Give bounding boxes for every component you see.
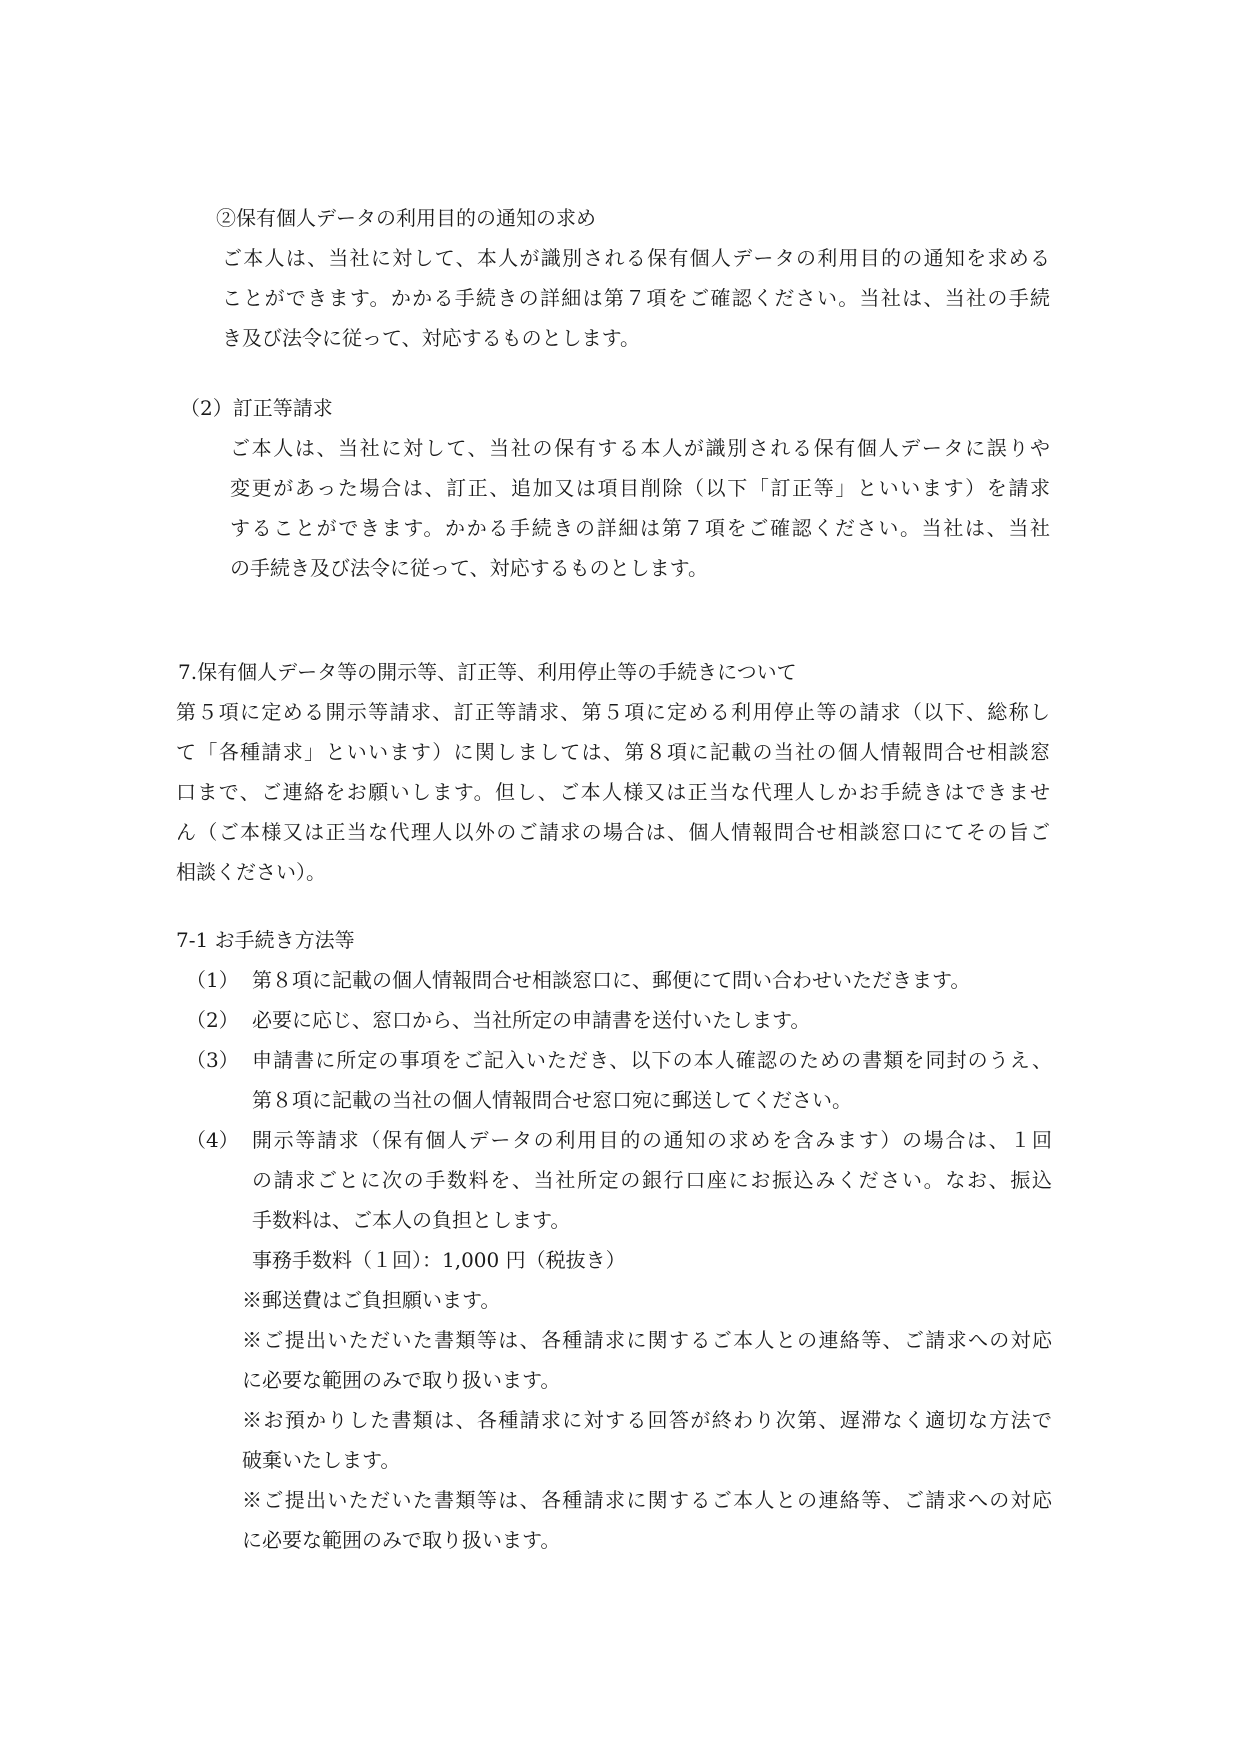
paragraph-line: ご本人は、当社に対して、当社の保有する本人が識別される保有個人データに誤りや: [230, 436, 1050, 460]
note-line: に必要な範囲のみで取り扱います。: [242, 1368, 561, 1392]
paragraph-line: の手続き及び法令に従って、対応するものとします。: [230, 556, 708, 580]
list-item-text: 第８項に記載の個人情報問合せ相談窓口に、郵便にて問い合わせいただきます。: [252, 968, 971, 992]
paragraph-line: 第５項に定める開示等請求、訂正等請求、第５項に定める利用停止等の請求（以下、総称し: [176, 700, 1050, 724]
paragraph-line: て「各種請求」といいます）に関しましては、第８項に記載の当社の個人情報問合せ相談窓: [176, 740, 1050, 764]
list-item-text: 必要に応じ、窓口から、当社所定の申請書を送付いたします。: [252, 1008, 811, 1032]
list-item-text: 開示等請求（保有個人データの利用目的の通知の求めを含みます）の場合は、１回: [252, 1128, 1052, 1152]
paragraph-line: ご本人は、当社に対して、本人が識別される保有個人データの利用目的の通知を求める: [222, 246, 1050, 270]
paragraph-line: 相談ください）。: [176, 860, 326, 884]
list-item-text: 第８項に記載の当社の個人情報問合せ窓口宛に郵送してください。: [252, 1088, 852, 1112]
subsection-heading-purpose-notification: ②保有個人データの利用目的の通知の求め: [216, 206, 596, 230]
note-line: ※郵送費はご負担願います。: [242, 1288, 501, 1312]
note-line: に必要な範囲のみで取り扱います。: [242, 1528, 561, 1552]
subsection-heading-correction-request: （2）訂正等請求: [180, 396, 333, 420]
list-item-number: （3）: [186, 1048, 239, 1072]
list-item-number: （2）: [186, 1008, 239, 1032]
list-item-text: の請求ごとに次の手数料を、当社所定の銀行口座にお振込みください。なお、振込: [252, 1168, 1052, 1192]
note-line: ※お預かりした書類は、各種請求に対する回答が終わり次第、遅滞なく適切な方法で: [242, 1408, 1052, 1432]
paragraph-line: することができます。かかる手続きの詳細は第７項をご確認ください。当社は、当社: [230, 516, 1050, 540]
paragraph-line: ことができます。かかる手続きの詳細は第７項をご確認ください。当社は、当社の手続: [222, 286, 1050, 310]
section-heading-7-1: 7-1 お手続き方法等: [176, 928, 355, 952]
section-heading-7: 7.保有個人データ等の開示等、訂正等、利用停止等の手続きについて: [178, 660, 797, 684]
note-line: ※ご提出いただいた書類等は、各種請求に関するご本人との連絡等、ご請求への対応: [242, 1488, 1052, 1512]
paragraph-line: ん（ご本様又は正当な代理人以外のご請求の場合は、個人情報問合せ相談窓口にてその旨ご: [176, 820, 1050, 844]
note-line: 破棄いたします。: [242, 1448, 401, 1472]
list-item-number: （1）: [186, 968, 239, 992]
list-item-text: 手数料は、ご本人の負担とします。: [252, 1208, 571, 1232]
fee-line: 事務手数料（１回）：1,000 円（税抜き）: [252, 1248, 626, 1272]
list-item-text: 申請書に所定の事項をご記入いただき、以下の本人確認のための書類を同封のうえ、: [252, 1048, 1052, 1072]
paragraph-line: 口まで、ご連絡をお願いします。但し、ご本人様又は正当な代理人しかお手続きはできませ: [176, 780, 1050, 804]
paragraph-line: き及び法令に従って、対応するものとします。: [222, 326, 640, 350]
paragraph-line: 変更があった場合は、訂正、追加又は項目削除（以下「訂正等」といいます）を請求: [230, 476, 1050, 500]
note-line: ※ご提出いただいた書類等は、各種請求に関するご本人との連絡等、ご請求への対応: [242, 1328, 1052, 1352]
list-item-number: （4）: [186, 1128, 239, 1152]
